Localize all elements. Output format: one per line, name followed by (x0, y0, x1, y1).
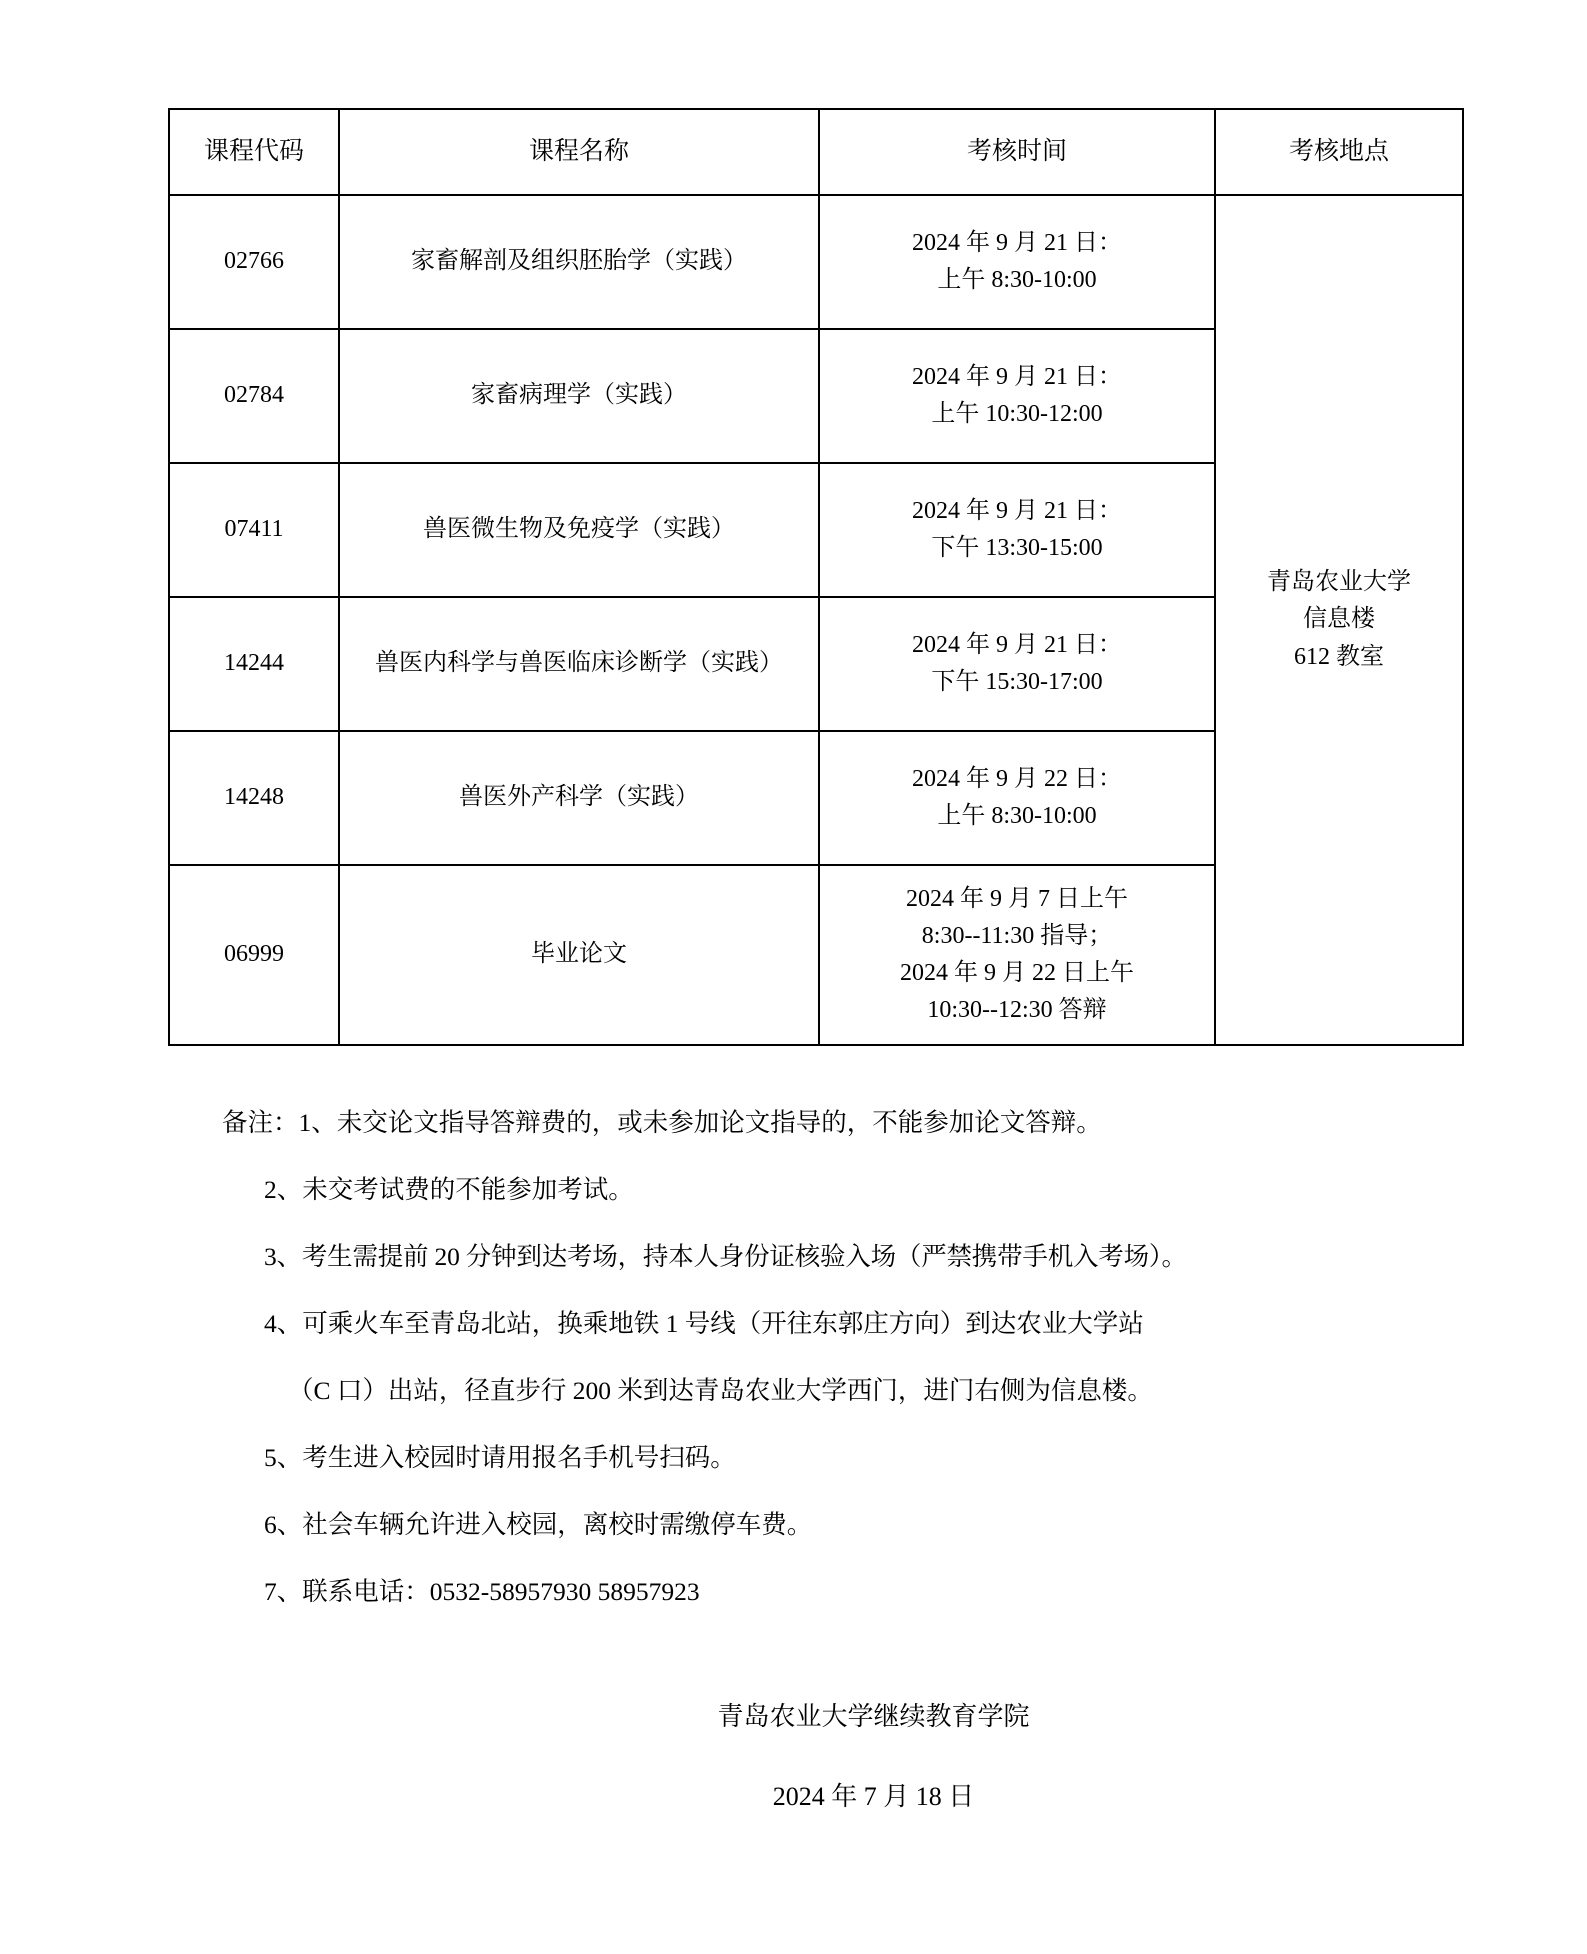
cell-course-name: 兽医微生物及免疫学（实践） (339, 463, 819, 597)
note-line: 3、考生需提前 20 分钟到达考场，持本人身份证核验入场（严禁携带手机入考场）。 (264, 1241, 1187, 1271)
table-header (169, 109, 1463, 195)
column-header-course-code: 课程代码 (169, 109, 339, 195)
exam-time-line: 下午 13:30-15:00 (931, 535, 1103, 561)
exam-place-line: 612 教室 (1294, 643, 1384, 670)
signature-block (0, 1700, 1587, 1814)
exam-time-line: 10:30--12:30 答辩 (927, 997, 1107, 1024)
note-line: 2、未交考试费的不能参加考试。 (264, 1174, 634, 1204)
notes-label: 备注： (222, 1108, 299, 1137)
column-header-exam-time: 考核时间 (819, 109, 1215, 195)
cell-course-name: 毕业论文 (339, 865, 819, 1045)
cell-course-name: 兽医内科学与兽医临床诊断学（实践） (339, 597, 819, 731)
exam-time-line: 2024 年 9 月 21 日： (912, 631, 1122, 658)
exam-time-line: 2024 年 9 月 21 日： (912, 229, 1122, 256)
exam-schedule-table (168, 108, 1464, 1046)
cell-course-code: 06999 (169, 865, 339, 1045)
cell-course-code: 07411 (169, 463, 339, 597)
note-line: （C 口）出站，径直步行 200 米到达青岛农业大学西门，进门右侧为信息楼。 (288, 1375, 1153, 1405)
cell-course-code: 02766 (169, 195, 339, 329)
note-line: 4、可乘火车至青岛北站，换乘地铁 1 号线（开往东郭庄方向）到达农业大学站 (264, 1308, 1144, 1338)
notes-section (168, 1105, 1428, 1641)
cell-exam-time (819, 865, 1215, 1045)
exam-time-line: 上午 8:30-10:00 (937, 803, 1097, 829)
cell-exam-time (819, 195, 1215, 329)
cell-exam-time (819, 597, 1215, 731)
exam-time-line: 2024 年 9 月 21 日： (912, 497, 1122, 524)
signature-organization: 青岛农业大学继续教育学院 (717, 1702, 1030, 1731)
exam-time-line: 8:30--11:30 指导； (921, 922, 1113, 949)
exam-place-line: 信息楼 (1303, 606, 1375, 633)
cell-course-name: 家畜病理学（实践） (339, 329, 819, 463)
exam-time-line: 上午 10:30-12:00 (931, 401, 1103, 427)
column-header-course-name: 课程名称 (339, 109, 819, 195)
table-row (169, 195, 1463, 329)
exam-time-line: 2024 年 9 月 7 日上午 (906, 885, 1128, 912)
note-line: 6、社会车辆允许进入校园，离校时需缴停车费。 (264, 1509, 813, 1539)
cell-course-name: 家畜解剖及组织胚胎学（实践） (339, 195, 819, 329)
note-line: 7、联系电话：0532-58957930 58957923 (264, 1576, 700, 1606)
cell-course-name: 兽医外产科学（实践） (339, 731, 819, 865)
table-body (169, 195, 1463, 1045)
exam-time-line: 下午 15:30-17:00 (931, 669, 1103, 695)
column-header-exam-place: 考核地点 (1215, 109, 1463, 195)
cell-course-code: 14244 (169, 597, 339, 731)
cell-exam-place (1215, 195, 1463, 1045)
signature-date: 2024 年 7 月 18 日 (772, 1781, 975, 1811)
exam-time-line: 2024 年 9 月 21 日： (912, 363, 1122, 390)
cell-exam-time (819, 731, 1215, 865)
cell-exam-time (819, 329, 1215, 463)
exam-place-line: 青岛农业大学 (1267, 569, 1411, 596)
cell-exam-time (819, 463, 1215, 597)
cell-course-code: 02784 (169, 329, 339, 463)
note-line: 5、考生进入校园时请用报名手机号扫码。 (264, 1442, 736, 1472)
table-header-row (169, 109, 1463, 195)
cell-course-code: 14248 (169, 731, 339, 865)
note-text: 1、未交论文指导答辩费的，或未参加论文指导的，不能参加论文答辩。 (298, 1108, 1102, 1137)
note-line (168, 1105, 1428, 1142)
exam-time-line: 上午 8:30-10:00 (937, 267, 1097, 293)
exam-time-line: 2024 年 9 月 22 日： (912, 765, 1122, 792)
exam-time-line: 2024 年 9 月 22 日上午 (900, 960, 1134, 986)
